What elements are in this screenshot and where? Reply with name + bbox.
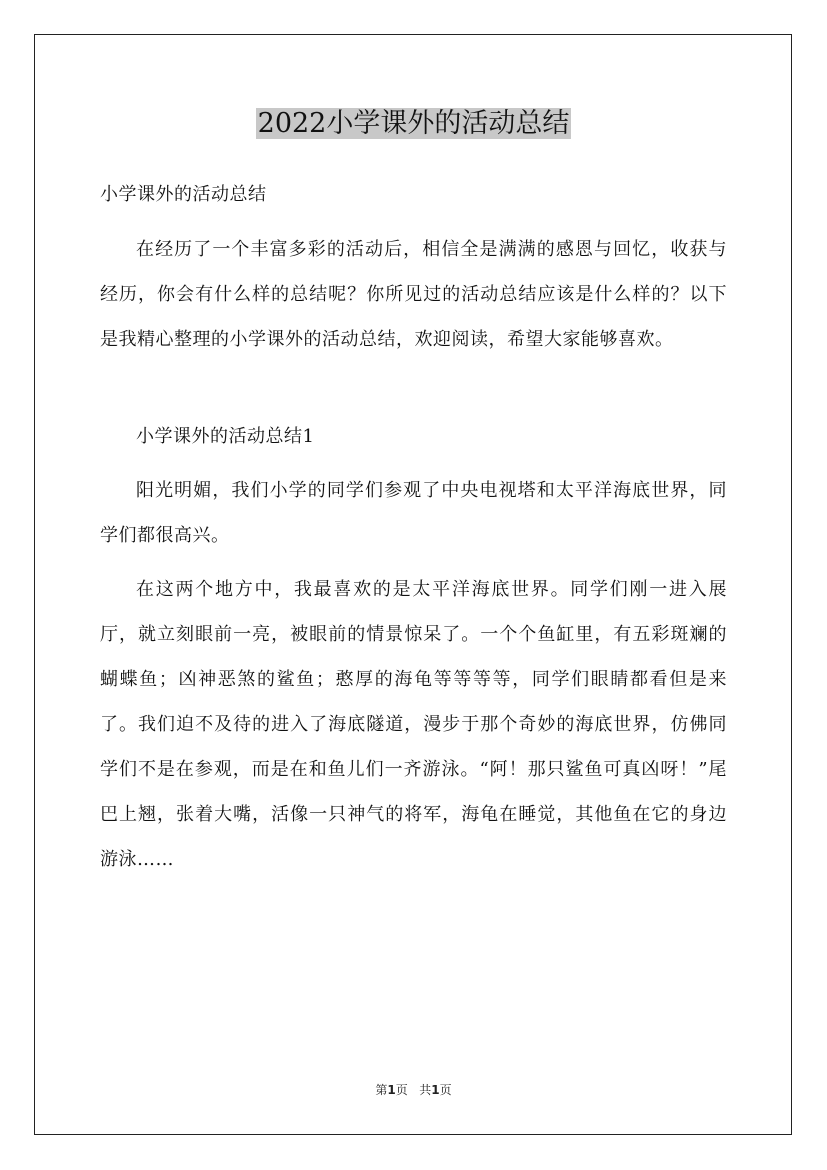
body-paragraph-2: 在这两个地方中，我最喜欢的是太平洋海底世界。同学们刚一进入展厅，就立刻眼前一亮，被眼前的情景惊呆了。一个个鱼缸里，有五彩斑斓的蝴蝶鱼；凶神恶煞的鲨鱼；憨厚的海龟等等等等，同学们眼睛都看但是来了。我们迫不及待的进入了海底隧道，漫步于那个奇妙的海底世界，仿佛同学们不是在参观，而是在和鱼儿们一齐游泳。“阿！那只鲨鱼可真凶呀！”尾巴上翘，张着大嘴，活像一只神气的将军，海龟在睡觉，其他鱼在它的身边游泳…… — [100, 579, 727, 870]
body-paragraph-1: 阳光明媚，我们小学的同学们参观了中央电视塔和太平洋海底世界，同学们都很高兴。 — [100, 480, 727, 546]
page-number-suffix: 页 — [395, 1083, 408, 1097]
section-heading: 小学课外的活动总结1 — [136, 426, 315, 447]
total-pages-suffix: 页 — [439, 1083, 452, 1097]
document-subtitle: 小学课外的活动总结 — [100, 184, 267, 205]
page-footer — [0, 1082, 827, 1098]
page-number-prefix: 第 — [375, 1083, 388, 1097]
total-pages: 1 — [431, 1083, 440, 1097]
document-title — [0, 104, 827, 144]
page-number: 1 — [387, 1083, 396, 1097]
intro-paragraph: 在经历了一个丰富多彩的活动后，相信全是满满的感恩与回忆，收获与经历，你会有什么样的总结呢？你所见过的活动总结应该是什么样的？以下是我精心整理的小学课外的活动总结，欢迎阅读，希望大家能够喜欢。 — [100, 239, 727, 350]
document-body — [100, 172, 727, 891]
document-title-text: 2022小学课外的活动总结 — [257, 108, 570, 139]
total-pages-prefix: 共 — [419, 1083, 432, 1097]
